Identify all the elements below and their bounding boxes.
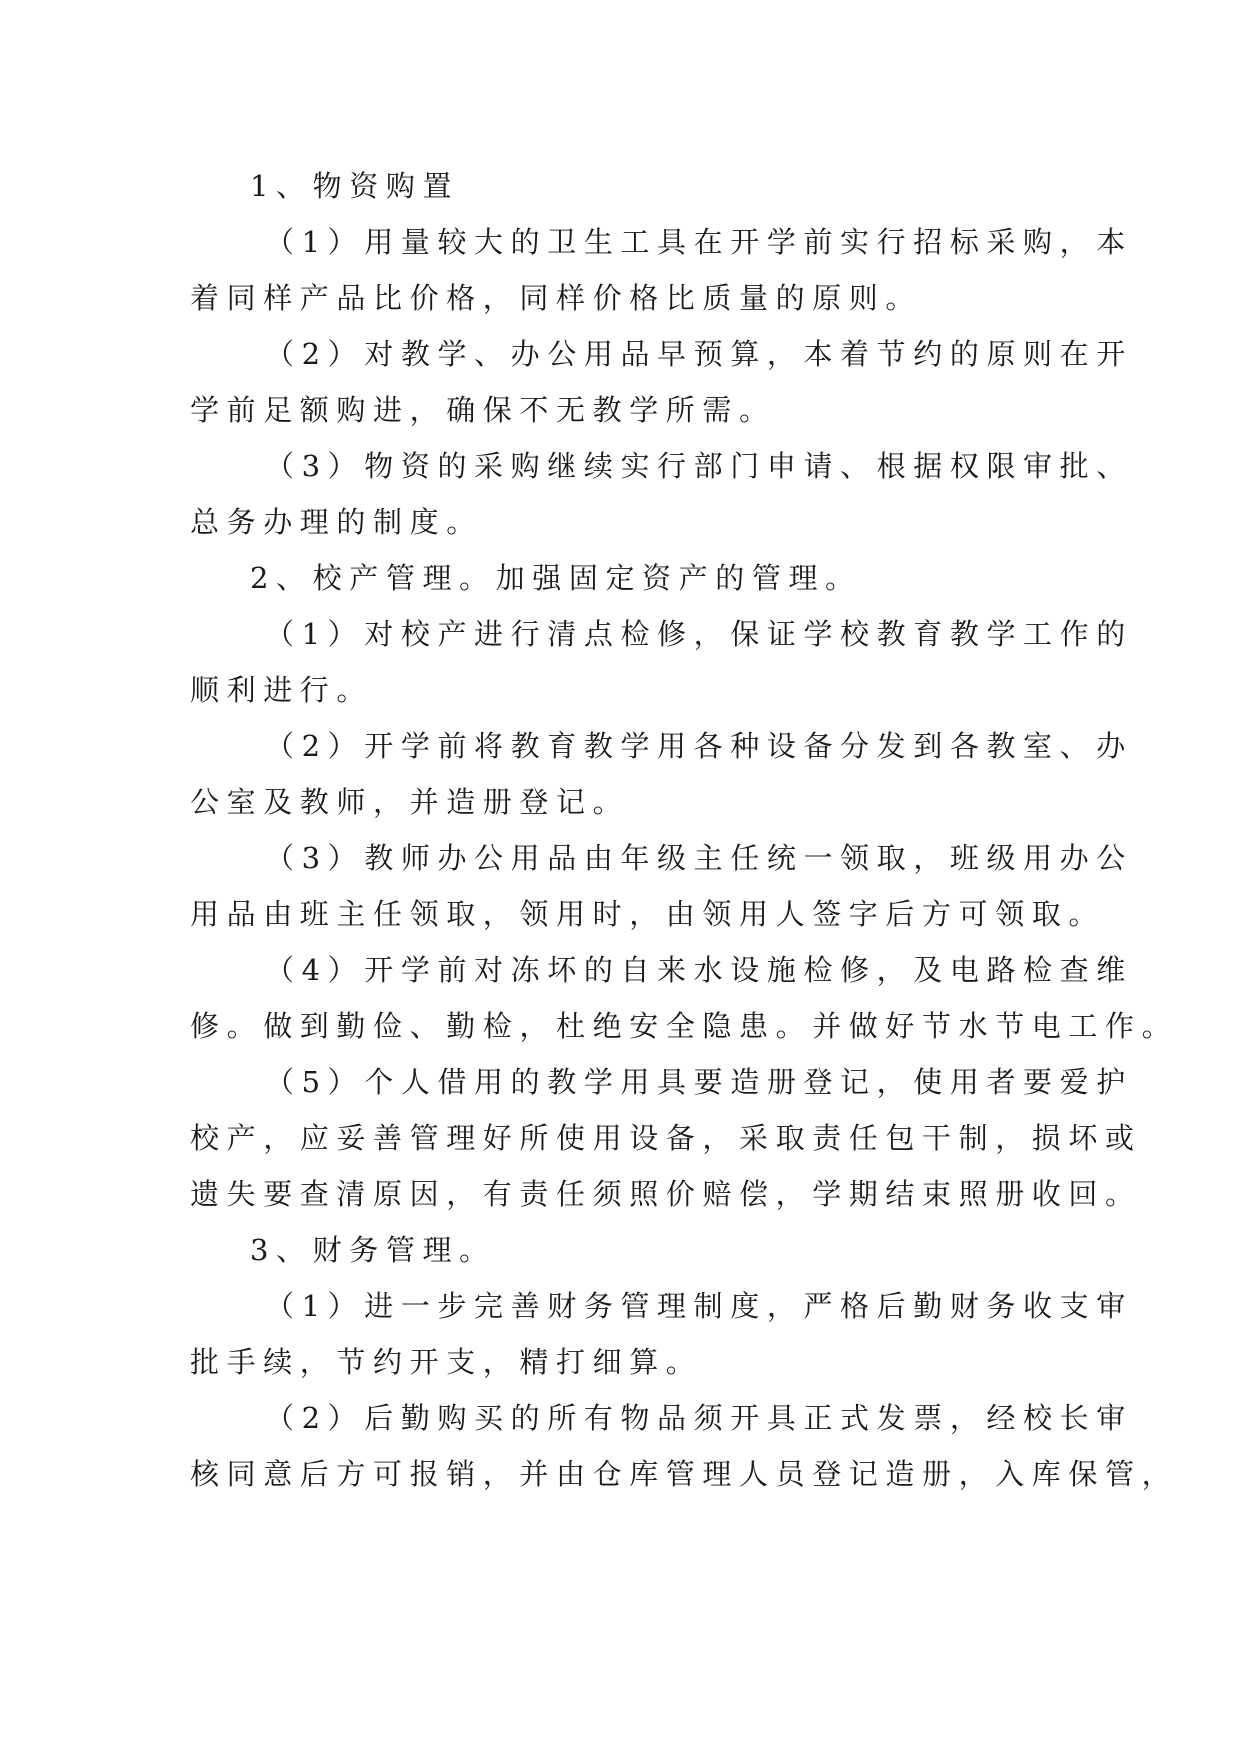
- paragraph-line: 校产，应妥善管理好所使用设备，采取责任包干制，损坏或: [190, 1121, 1142, 1155]
- paragraph-line: 顺利进行。: [190, 673, 374, 707]
- paragraph-line: （2）开学前将教育教学用各种设备分发到各教室、办: [265, 729, 1133, 763]
- paragraph-line: （1）进一步完善财务管理制度，严格后勤财务收支审: [265, 1289, 1133, 1323]
- paragraph-line: 学前足额购进，确保不无教学所需。: [190, 393, 776, 427]
- paragraph-line: 用品由班主任领取，领用时，由领用人签字后方可领取。: [190, 897, 1106, 931]
- paragraph-line: 批手续，节约开支，精打细算。: [190, 1345, 703, 1379]
- heading-materials-purchase: 1、物资购置: [250, 169, 460, 203]
- heading-school-property: 2、校产管理。加强固定资产的管理。: [250, 561, 862, 595]
- paragraph-line: 遗失要查清原因，有责任须照价赔偿，学期结束照册收回。: [190, 1177, 1142, 1211]
- paragraph-line: （3）物资的采购继续实行部门申请、根据权限审批、: [265, 449, 1133, 483]
- paragraph-line: （4）开学前对冻坏的自来水设施检修，及电路检查维: [265, 953, 1133, 987]
- paragraph-line: （1）用量较大的卫生工具在开学前实行招标采购，本: [265, 225, 1133, 259]
- paragraph-line: （2）对教学、办公用品早预算，本着节约的原则在开: [265, 337, 1133, 371]
- heading-finance-management: 3、财务管理。: [250, 1233, 496, 1267]
- paragraph-line: 公室及教师，并造册登记。: [190, 785, 630, 819]
- paragraph-line: （3）教师办公用品由年级主任统一领取，班级用办公: [265, 841, 1133, 875]
- paragraph-line: 总务办理的制度。: [190, 505, 483, 539]
- paragraph-line: （1）对校产进行清点检修，保证学校教育教学工作的: [265, 617, 1133, 651]
- paragraph-line: 着同样产品比价格，同样价格比质量的原则。: [190, 281, 923, 315]
- paragraph-line: （5）个人借用的教学用具要造册登记，使用者要爱护: [265, 1065, 1133, 1099]
- paragraph-line: 修。做到勤俭、勤检，杜绝安全隐患。并做好节水节电工作。: [190, 1009, 1179, 1043]
- paragraph-line: （2）后勤购买的所有物品须开具正式发票，经校长审: [265, 1401, 1133, 1435]
- paragraph-line: 核同意后方可报销，并由仓库管理人员登记造册，入库保管，: [190, 1457, 1179, 1491]
